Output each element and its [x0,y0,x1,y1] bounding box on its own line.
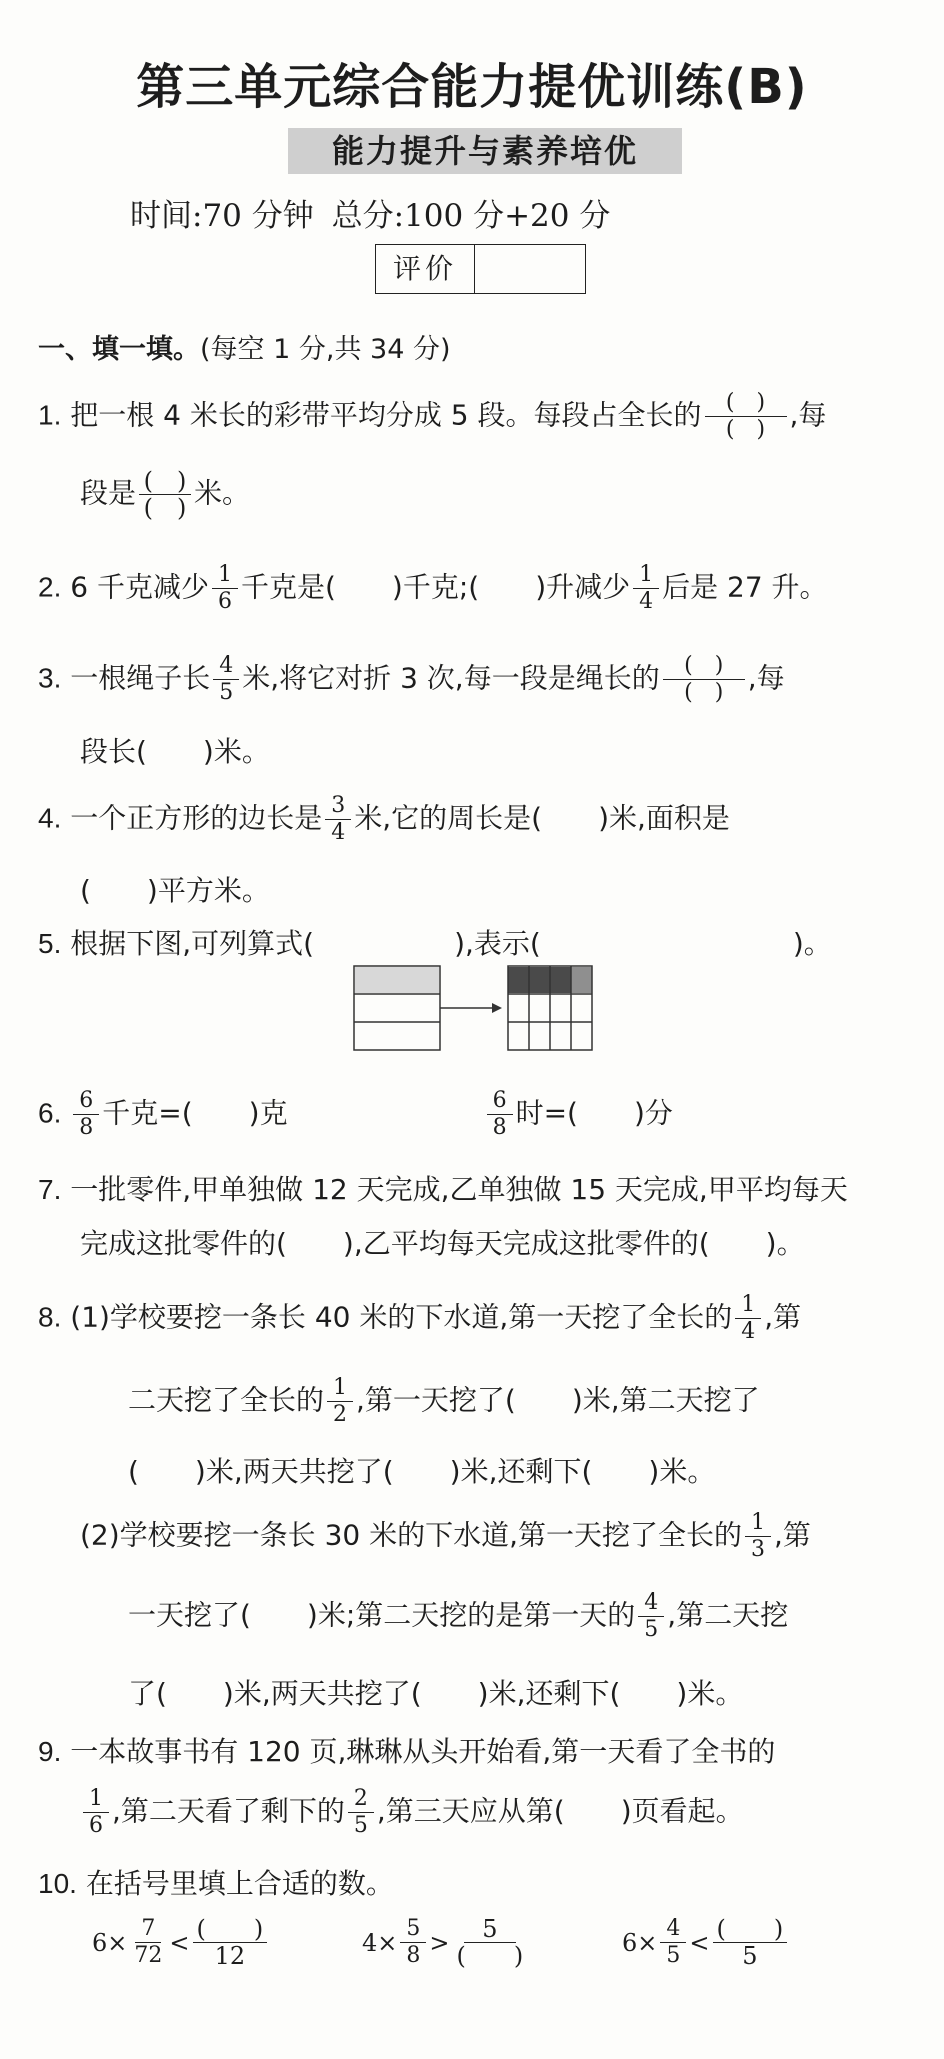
question-8-line-4 [80,1510,811,1563]
question-text: ,第二天挖 [667,1598,789,1632]
fraction-denominator: ( ) [143,494,187,522]
question-3-line-1 [38,653,785,706]
fraction-numerator: 1 [212,562,238,589]
fraction-numerator: ( ) [139,468,191,495]
question-8-line-2 [128,1375,760,1428]
question-8-line-6: 了( )米,两天共挖了( )米,还剩下( )米。 [128,1677,744,1710]
fraction-denominator: 5 [219,680,234,705]
fraction-numerator: 4 [213,653,239,680]
fraction-numerator: ( ) [705,390,787,417]
question-text: 千克是( )千克;( )升减少 [240,570,631,604]
fraction-numerator: 7 [135,1916,161,1943]
section-title: 一、填一填。 [38,334,200,365]
fraction-numerator: 6 [73,1088,99,1115]
question-2 [38,562,828,615]
evaluation-label: 评价 [376,245,475,293]
fraction-numerator: 1 [745,1510,771,1537]
question-6 [38,1088,673,1141]
question-number: 3. [38,662,62,694]
question-text: 米,它的周长是( )米,面积是 [354,801,730,835]
question-text: 米。 [194,476,251,510]
question-8-line-3: ( )米,两天共挖了( )米,还剩下( )米。 [128,1455,716,1488]
question-3-line-2: 段长( )米。 [80,735,270,768]
question-9-line-1 [38,1730,775,1770]
evaluation-box [375,244,586,294]
fraction [660,1916,686,1969]
fraction [633,562,659,615]
question-text: 段是 [80,476,137,510]
section-note: (每空 1 分,共 34 分) [200,334,451,365]
time-limit: 时间:70 分钟 [130,198,314,234]
page-title: 第三单元综合能力提优训练(B) [136,59,808,115]
fraction-denominator: 3 [751,1537,765,1562]
question-text: 把一根 4 米长的彩带平均分成 5 段。每段占全长的 [70,398,702,432]
question-text: 千克=( )克 [102,1096,288,1130]
fraction-numerator: 1 [633,562,659,589]
fraction-numerator: 3 [325,793,351,820]
question-text: 一批零件,甲单独做 12 天完成,乙单独做 15 天完成,甲平均每天 [70,1173,848,1206]
question-1-line-1 [38,390,826,443]
fraction [735,1292,761,1345]
fraction-numerator: 4 [660,1916,686,1943]
comparison-sign: > [429,1928,450,1957]
question-7-line-2: 完成这批零件的( ),乙平均每天完成这批零件的( )。 [80,1227,805,1260]
fraction-denominator: 8 [406,1943,421,1968]
dark-shaded-cells [508,967,571,993]
question-10 [38,1862,394,1902]
fraction-denominator: 4 [741,1319,756,1344]
question-text: ,每 [789,398,827,432]
fraction-denominator: 2 [333,1402,348,1427]
answer-fraction[interactable] [193,1916,268,1969]
fraction [745,1510,771,1563]
fraction-denominator: 72 [134,1943,163,1968]
question-text: (1)学校要挖一条长 40 米的下水道,第一天挖了全长的 [70,1300,733,1334]
fraction-denominator: 4 [331,820,346,845]
fraction-denominator: ( ) [684,680,724,705]
inequality-1 [92,1916,270,1969]
expression-text: 4× [362,1928,398,1957]
question-8-line-5 [128,1590,788,1643]
fraction-numerator: ( ) [193,1916,268,1943]
question-1-line-2 [80,468,250,521]
question-text: 一个正方形的边长是 [70,801,323,835]
evaluation-field[interactable] [475,245,585,293]
question-text: 时=( )分 [515,1096,673,1130]
question-text: 6 千克减少 [70,570,209,604]
expression-text: 6× [622,1928,658,1957]
exam-meta [130,190,618,235]
question-number: 2. [38,571,62,603]
answer-fraction[interactable] [713,1916,788,1969]
inequality-3 [622,1916,790,1969]
question-text: 一根绳子长 [70,661,211,695]
fraction-denominator: ( ) [725,417,766,442]
question-text: 根据下图,可列算式( ),表示( )。 [70,927,832,960]
question-number: 8. [38,1301,62,1333]
question-text: ,第 [774,1518,811,1552]
fraction-denominator: 5 [666,1943,681,1968]
question-text: 一本故事书有 120 页,琳琳从头开始看,第一天看了全书的 [70,1735,776,1768]
fraction-numerator: 1 [327,1375,353,1402]
fraction [327,1375,353,1428]
fraction [73,1088,99,1141]
question-text: (2)学校要挖一条长 30 米的下水道,第一天挖了全长的 [80,1518,742,1552]
fraction-denominator: 5 [742,1942,758,1970]
fraction-numerator: 5 [400,1916,426,1943]
question-9-line-2 [80,1786,744,1839]
fraction-numerator: ( ) [663,653,745,680]
answer-fraction[interactable] [705,390,787,443]
question-number: 6. [38,1097,62,1129]
fraction-denominator: 5 [353,1813,368,1838]
question-4-line-2: ( )平方米。 [80,874,270,907]
section-banner: 能力提升与素养培优 [288,128,682,174]
shaded-one-third [355,967,439,993]
answer-fraction[interactable] [139,468,191,521]
fraction-numerator: 5 [464,1916,516,1943]
question-text: 后是 27 升。 [662,570,828,604]
question-text: 米,将它对折 3 次,每一段是绳长的 [242,661,660,695]
expression-text: 6× [92,1928,128,1957]
total-score: 总分:100 分+20 分 [331,198,611,234]
fraction-denominator: 6 [89,1813,103,1838]
fraction-denominator: 4 [639,589,654,614]
question-5 [38,922,832,962]
fraction [638,1590,664,1643]
question-text: 二天挖了全长的 [128,1383,325,1417]
comparison-sign: < [169,1928,190,1957]
fraction-denominator: 5 [644,1617,659,1642]
question-4-line-1 [38,793,730,846]
fraction [212,562,238,615]
answer-fraction[interactable] [453,1916,528,1969]
fraction-denominator: 12 [214,1942,246,1970]
question-number: 9. [38,1736,62,1767]
question-text: 一天挖了( )米;第二天挖的是第一天的 [128,1598,636,1632]
question-number: 1. [38,399,62,431]
question-number: 7. [38,1174,62,1205]
question-7-line-1 [38,1168,848,1208]
fraction [213,653,239,706]
question-number: 4. [38,802,62,834]
question-text: ,第 [764,1300,802,1334]
question-8-line-1 [38,1292,801,1345]
fraction-denominator: 8 [79,1115,94,1140]
fraction-numerator: 1 [735,1292,761,1319]
question-text: 在括号里填上合适的数。 [85,1867,394,1900]
fraction-numerator: ( ) [713,1916,788,1943]
fraction-numerator: 6 [487,1088,513,1115]
inequality-2 [362,1916,530,1969]
question-text: ,第一天挖了( )米,第二天挖了 [356,1383,760,1417]
question-text: ,第二天看了剩下的 [112,1794,345,1828]
comparison-sign: < [689,1928,710,1957]
fraction [325,793,351,846]
fraction [83,1786,109,1839]
arrow-head-icon [492,1003,502,1013]
answer-fraction[interactable] [663,653,745,706]
question-number: 5. [38,928,62,959]
fraction [487,1088,513,1141]
fraction-denominator: 8 [492,1115,507,1140]
fraction [400,1916,426,1969]
fraction [348,1786,374,1839]
fraction-numerator: 2 [348,1786,374,1813]
question-text: ,每 [747,661,785,695]
fraction [130,1916,166,1969]
fraction-numerator: 4 [638,1590,664,1617]
question-text: ,第三天应从第( )页看起。 [376,1794,744,1828]
fraction-denominator: 6 [217,589,232,614]
fraction-grid-figure [352,962,602,1052]
fraction-numerator: 1 [83,1786,109,1813]
fraction-denominator: ( ) [456,1942,524,1970]
section-header [38,327,451,366]
question-number: 10. [38,1868,77,1899]
